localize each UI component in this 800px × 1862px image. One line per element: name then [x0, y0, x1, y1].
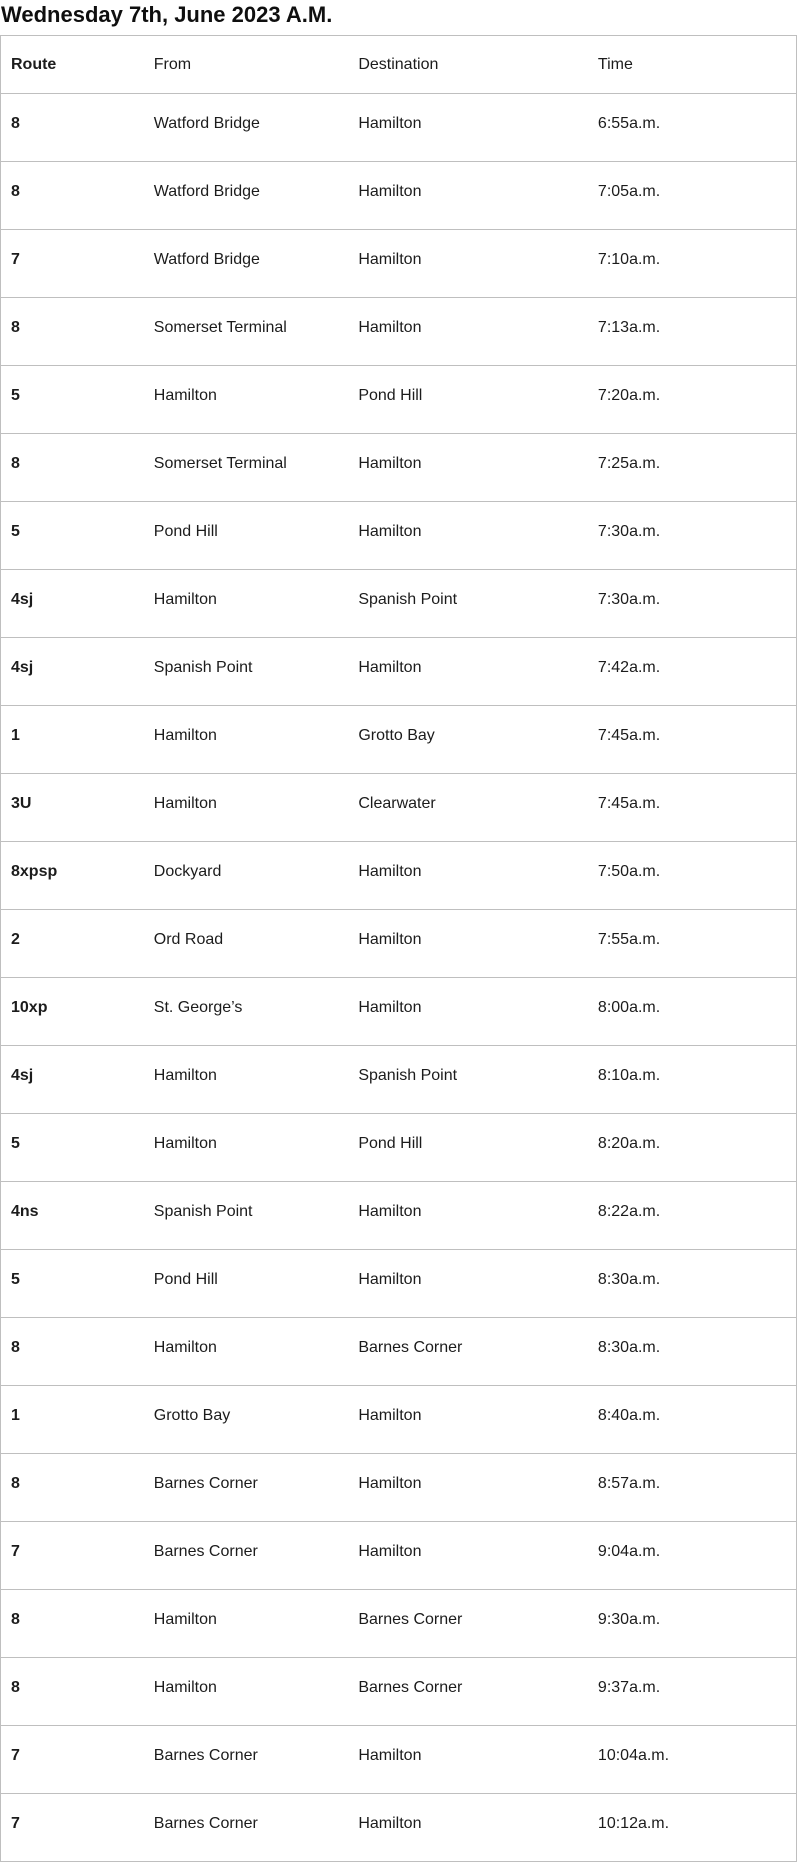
route-cell: 7	[11, 1747, 20, 1764]
time-cell: 9:37a.m.	[597, 1679, 661, 1696]
from-cell: Barnes Corner	[153, 1747, 258, 1764]
schedule-table-header	[1, 36, 797, 94]
column-header-route: Route	[11, 56, 57, 73]
time-cell: 9:30a.m.	[597, 1611, 661, 1628]
route-cell: 8	[11, 115, 20, 132]
table-row	[1, 1386, 797, 1454]
from-cell: Pond Hill	[153, 1271, 218, 1288]
from-cell: Watford Bridge	[153, 183, 260, 200]
column-header-from: From	[153, 56, 192, 73]
from-cell: Spanish Point	[153, 659, 253, 676]
table-row	[1, 366, 797, 434]
destination-cell: Hamilton	[358, 455, 422, 472]
route-cell: 8	[11, 1679, 20, 1696]
from-cell: Somerset Terminal	[153, 455, 287, 472]
from-cell: Pond Hill	[153, 523, 218, 540]
time-cell: 7:30a.m.	[597, 523, 661, 540]
from-cell: Hamilton	[153, 795, 217, 812]
from-cell: Dockyard	[153, 863, 222, 880]
time-cell: 7:13a.m.	[597, 319, 661, 336]
time-cell: 10:04a.m.	[597, 1747, 670, 1764]
route-cell: 2	[11, 931, 20, 948]
from-cell: Hamilton	[153, 591, 217, 608]
destination-cell: Hamilton	[358, 1271, 422, 1288]
table-row	[1, 978, 797, 1046]
table-row	[1, 502, 797, 570]
destination-cell: Hamilton	[358, 251, 422, 268]
time-cell: 7:20a.m.	[597, 387, 661, 404]
destination-cell: Hamilton	[358, 1543, 422, 1560]
destination-cell: Hamilton	[358, 1815, 422, 1832]
from-cell: Barnes Corner	[153, 1475, 258, 1492]
destination-cell: Spanish Point	[358, 1067, 458, 1084]
table-row	[1, 1114, 797, 1182]
time-cell: 7:42a.m.	[597, 659, 661, 676]
from-cell: Watford Bridge	[153, 115, 260, 132]
time-cell: 7:05a.m.	[597, 183, 661, 200]
destination-cell: Clearwater	[358, 795, 436, 812]
route-cell: 8	[11, 1475, 20, 1492]
table-row	[1, 910, 797, 978]
from-cell: Barnes Corner	[153, 1543, 258, 1560]
time-cell: 8:22a.m.	[597, 1203, 661, 1220]
table-row	[1, 638, 797, 706]
time-cell: 7:55a.m.	[597, 931, 661, 948]
route-cell: 8	[11, 1339, 20, 1356]
from-cell: Barnes Corner	[153, 1815, 258, 1832]
time-cell: 7:50a.m.	[597, 863, 661, 880]
table-row	[1, 298, 797, 366]
destination-cell: Hamilton	[358, 115, 422, 132]
table-row	[1, 1182, 797, 1250]
time-cell: 7:25a.m.	[597, 455, 661, 472]
header-row	[1, 36, 797, 94]
schedule-table-body	[1, 94, 797, 1862]
time-cell: 9:04a.m.	[597, 1543, 661, 1560]
from-cell: Hamilton	[153, 1679, 217, 1696]
column-header-time: Time	[597, 56, 633, 73]
route-cell: 8	[11, 1611, 20, 1628]
table-row	[1, 1250, 797, 1318]
destination-cell: Barnes Corner	[358, 1339, 463, 1356]
route-cell: 5	[11, 1135, 20, 1152]
route-cell: 5	[11, 387, 20, 404]
route-cell: 1	[11, 727, 20, 744]
destination-cell: Hamilton	[358, 183, 422, 200]
destination-cell: Hamilton	[358, 999, 422, 1016]
from-cell: Hamilton	[153, 1339, 217, 1356]
time-cell: 8:30a.m.	[597, 1339, 661, 1356]
from-cell: Hamilton	[153, 1067, 217, 1084]
destination-cell: Hamilton	[358, 523, 422, 540]
table-row	[1, 570, 797, 638]
route-cell: 4sj	[11, 591, 34, 608]
time-cell: 8:00a.m.	[597, 999, 661, 1016]
from-cell: Somerset Terminal	[153, 319, 287, 336]
route-cell: 7	[11, 251, 20, 268]
from-cell: Hamilton	[153, 387, 217, 404]
destination-cell: Barnes Corner	[358, 1611, 463, 1628]
destination-cell: Hamilton	[358, 931, 422, 948]
table-row	[1, 1726, 797, 1794]
from-cell: Ord Road	[153, 931, 224, 948]
table-row	[1, 1794, 797, 1862]
time-cell: 8:20a.m.	[597, 1135, 661, 1152]
destination-cell: Hamilton	[358, 1747, 422, 1764]
time-cell: 8:40a.m.	[597, 1407, 661, 1424]
table-row	[1, 1590, 797, 1658]
route-cell: 7	[11, 1543, 20, 1560]
time-cell: 7:45a.m.	[597, 795, 661, 812]
from-cell: Hamilton	[153, 1611, 217, 1628]
time-cell: 7:10a.m.	[597, 251, 661, 268]
table-row	[1, 774, 797, 842]
destination-cell: Hamilton	[358, 659, 422, 676]
route-cell: 1	[11, 1407, 20, 1424]
table-row	[1, 1454, 797, 1522]
route-cell: 5	[11, 523, 20, 540]
route-cell: 7	[11, 1815, 20, 1832]
table-row	[1, 842, 797, 910]
destination-cell: Spanish Point	[358, 591, 458, 608]
table-row	[1, 1658, 797, 1726]
destination-cell: Barnes Corner	[358, 1679, 463, 1696]
route-cell: 4sj	[11, 1067, 34, 1084]
time-cell: 7:45a.m.	[597, 727, 661, 744]
table-row	[1, 1522, 797, 1590]
table-row	[1, 1046, 797, 1114]
destination-cell: Pond Hill	[358, 387, 423, 404]
destination-cell: Hamilton	[358, 1475, 422, 1492]
schedule-table	[0, 35, 797, 1862]
route-cell: 8	[11, 455, 20, 472]
route-cell: 5	[11, 1271, 20, 1288]
from-cell: Grotto Bay	[153, 1407, 231, 1424]
route-cell: 3U	[11, 795, 32, 812]
destination-cell: Pond Hill	[358, 1135, 423, 1152]
destination-cell: Hamilton	[358, 1407, 422, 1424]
time-cell: 10:12a.m.	[597, 1815, 670, 1832]
time-cell: 8:57a.m.	[597, 1475, 661, 1492]
table-row	[1, 434, 797, 502]
from-cell: Watford Bridge	[153, 251, 260, 268]
route-cell: 8	[11, 319, 20, 336]
column-header-destination: Destination	[358, 56, 439, 73]
time-cell: 8:30a.m.	[597, 1271, 661, 1288]
from-cell: Spanish Point	[153, 1203, 253, 1220]
time-cell: 6:55a.m.	[597, 115, 661, 132]
page-title: Wednesday 7th, June 2023 A.M.	[1, 2, 333, 27]
destination-cell: Grotto Bay	[358, 727, 435, 744]
destination-cell: Hamilton	[358, 1203, 422, 1220]
route-cell: 4sj	[11, 659, 34, 676]
route-cell: 10xp	[11, 999, 48, 1016]
table-row	[1, 706, 797, 774]
destination-cell: Hamilton	[358, 319, 422, 336]
table-row	[1, 1318, 797, 1386]
table-row	[1, 162, 797, 230]
route-cell: 8	[11, 183, 20, 200]
from-cell: St. George’s	[153, 999, 243, 1016]
table-row	[1, 94, 797, 162]
time-cell: 7:30a.m.	[597, 591, 661, 608]
route-cell: 8xpsp	[11, 863, 58, 880]
time-cell: 8:10a.m.	[597, 1067, 661, 1084]
from-cell: Hamilton	[153, 1135, 217, 1152]
from-cell: Hamilton	[153, 727, 217, 744]
table-row	[1, 230, 797, 298]
route-cell: 4ns	[11, 1203, 39, 1220]
destination-cell: Hamilton	[358, 863, 422, 880]
